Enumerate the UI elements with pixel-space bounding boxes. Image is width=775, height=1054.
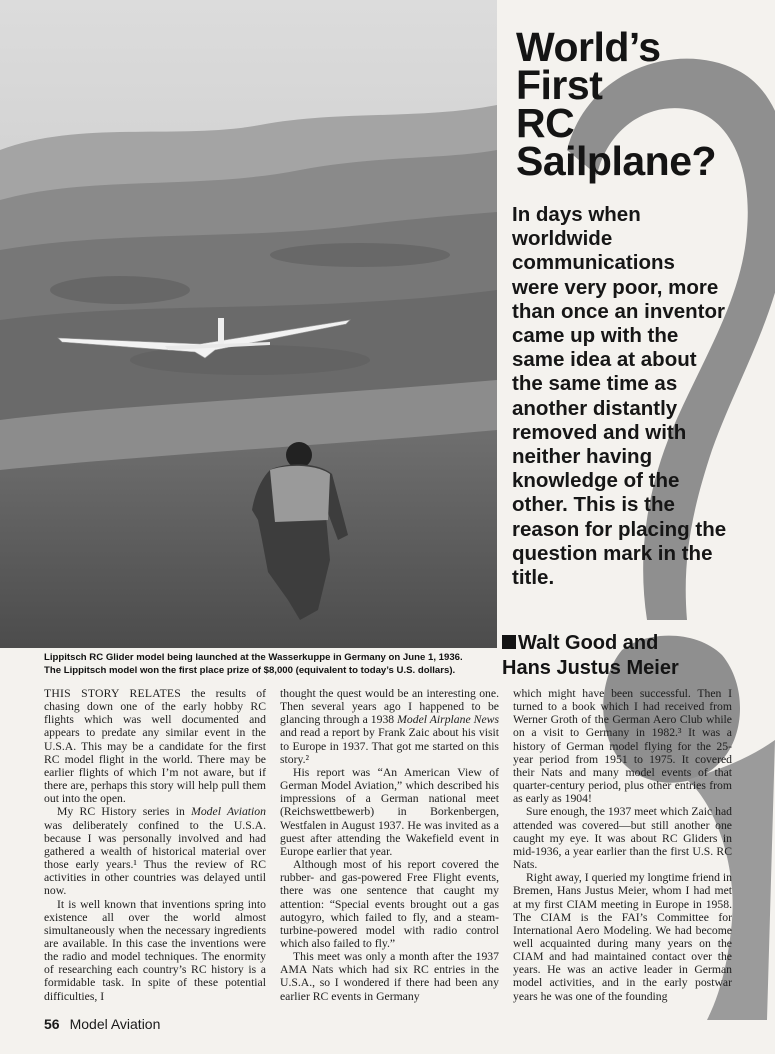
paragraph: Right away, I queried my longtime friend in Bremen, Hans Justus Meier, whom I had met at my first CIAM meeting in Europe in 1958. The CIAM is the FAI’s Committee for International Aero Modeling. We had become well acquainted during many years on the CIAM and had maintained contact over the years. He was an active leader in German model activities, and in the early postwar years he was one of the founding <box>513 871 732 1003</box>
paragraph-text: My RC History series in <box>57 805 192 819</box>
paragraph: This meet was only a month after the 1937 AMA Nats which had six RC entries in the U.S.A., so I wondered if there had been any earlier RC events in Germany <box>280 950 499 1003</box>
paragraph: which might have been successful. Then I turned to a book which I had received from Werner Groth of the German Aero Club while on a visit to Germany in 1982.³ It was a history of German model flying for the 25-year period from 1951 to 1975. It covered their Nats and many model events of that quarter-century period, plus other entries from as early as 1904! <box>513 687 732 806</box>
byline-authors-1: Walt Good and <box>518 632 659 654</box>
body-column-3 <box>513 687 732 1003</box>
paragraph-text: was deliberately confined to the U.S.A. because I was personally involved and had gathered a wealth of historical material over those early years.¹ Thus the review of RC activities in other countries was delayed until now. <box>44 818 266 898</box>
page-number: 56 <box>44 1016 60 1032</box>
body-column-2 <box>280 687 499 1003</box>
paragraph: Sure enough, the 1937 meet which Zaic had attended was covered—but still another one caught my eye. It was about RC Gliders in mid-1936, a year earlier than the first U.S. RC Nats. <box>513 805 732 872</box>
paragraph: Although most of his report covered the rubber- and gas-powered Free Flight events, there was one sentence that caught my attention: “Special events brought out a gas autogyro, which failed to fly, and a steam-turbine-powered model with radio control which also failed to fly.” <box>280 858 499 950</box>
byline-authors-2: Hans Justus Meier <box>502 657 679 679</box>
lead-in: THIS STORY RELATES <box>44 687 181 700</box>
byline <box>502 631 772 681</box>
photo-caption <box>44 652 499 677</box>
page-footer <box>44 1016 160 1032</box>
caption-line: Lippitsch RC Glider model being launched at the Wasserkuppe in Germany on June 1, 1936. <box>44 652 463 663</box>
glider-launch-photo <box>0 0 497 648</box>
paragraph <box>44 687 266 805</box>
paragraph-text: the results of chasing down one of the early hobby RC flights which was well documented and appears to predate any similar event in the U.S.A. This may be a candidate for the first RC model flight in the world. There may be earlier flights of which I’m not aware, but if there are, perhaps this story will help pull them out into the open. <box>44 687 267 806</box>
title-line: Sailplane? <box>516 138 717 184</box>
title-line: First <box>516 62 603 108</box>
title-line: World’s <box>516 24 661 70</box>
paragraph: His report was “An American View of German Model Aviation,” which described his impressions of a German national meet (Reichswettbewerb) in Borkenbergen, Westfalen in August 1937. He was invited as a guest after attending the Wakefield event in Europe earlier that year. <box>280 765 499 858</box>
article-deck: In days when worldwide communications were very poor, more than once an inventor came up with the same idea at about the same time as another distantly removed and with neither having knowledge of the other. This is the reason for placing the question mark in the title. <box>512 203 727 590</box>
body-column-1 <box>44 687 266 1003</box>
article-title <box>516 24 766 184</box>
paragraph: It is well known that inventions spring into existence all over the world almost simultaneously when the necessary ingredients are available. In this case the inventions were the radio and model techniques. The enormity of researching each country’s RC history is a formidable task. In spite of these potential difficulties, I <box>44 897 266 1003</box>
paragraph-text: thought the quest would be an interesting one. Then several years ago I happened to be glancing through a 1938 <box>280 687 499 727</box>
paragraph-text: and read a report by Frank Zaic about his visit to Europe in 1937. That got me started on this story.² <box>280 726 499 766</box>
caption-line: The Lippitsch model won the first place prize of $8,000 (equivalent to today’s U.S. dollars). <box>44 664 456 676</box>
byline-bullet <box>502 635 516 649</box>
magazine-name: Model Aviation <box>191 805 266 819</box>
magazine-name: Model Airplane News <box>397 713 499 727</box>
paragraph <box>280 687 499 766</box>
title-line: RC <box>516 100 575 146</box>
magazine-title: Model Aviation <box>69 1016 161 1032</box>
paragraph <box>44 805 266 897</box>
